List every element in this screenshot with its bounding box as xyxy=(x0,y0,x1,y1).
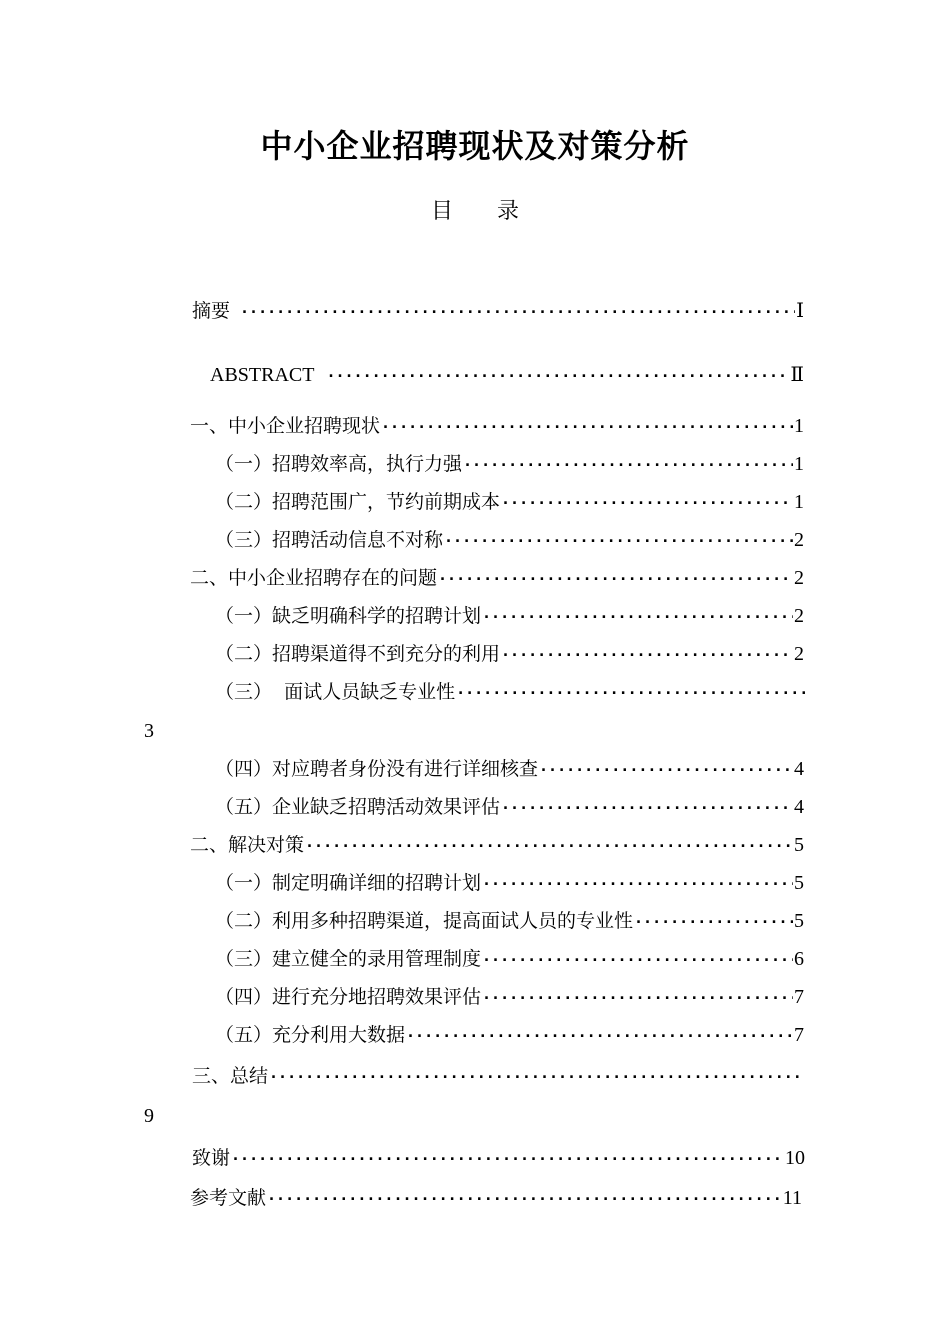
toc-entry-3-1[interactable] xyxy=(215,868,804,898)
toc-entry-label: （一）招聘效率高，执行力强 xyxy=(215,453,463,475)
toc-entry-2-1[interactable] xyxy=(215,601,804,631)
toc-entry-label: ABSTRACT xyxy=(210,364,315,386)
toc-entry-page: 5 xyxy=(794,910,804,932)
toc-entry-label: （三） 面试人员缺乏专业性 xyxy=(215,681,456,703)
toc-entry-2-3[interactable] xyxy=(215,677,806,707)
toc-entry-references[interactable] xyxy=(190,1183,802,1213)
toc-entry-label: 三、总结 xyxy=(192,1065,269,1087)
toc-entry-page: 4 xyxy=(794,796,804,818)
toc-dot-leader xyxy=(326,360,789,390)
toc-entry-label: （三）建立健全的录用管理制度 xyxy=(215,948,482,970)
toc-entry-page: 11 xyxy=(782,1187,802,1209)
toc-entry-3-3[interactable] xyxy=(215,944,804,974)
toc-entry-3-5[interactable] xyxy=(215,1020,804,1050)
toc-entry-page: 2 xyxy=(794,643,804,665)
toc-dot-leader xyxy=(482,944,793,974)
toc-dot-leader xyxy=(456,677,805,707)
toc-entry-acknowledgements[interactable] xyxy=(192,1143,805,1173)
toc-entry-page: 6 xyxy=(794,948,804,970)
toc-entry-1-2[interactable] xyxy=(215,487,804,517)
toc-entry-2-4[interactable] xyxy=(215,754,804,784)
toc-entry-abstract-en[interactable] xyxy=(210,360,804,390)
toc-heading: 目 录 xyxy=(430,199,519,224)
toc-entry-1-1[interactable] xyxy=(215,449,804,479)
toc-entry-page: 4 xyxy=(794,758,804,780)
toc-entry-3-2[interactable] xyxy=(215,906,804,936)
toc-entry-label: 一、中小企业招聘现状 xyxy=(190,415,381,437)
toc-entry-label: 二、解决对策 xyxy=(190,834,305,856)
toc-dot-leader xyxy=(539,754,793,784)
toc-entry-label: 摘要 xyxy=(192,300,231,322)
toc-entry-label: （二）利用多种招聘渠道，提高面试人员的专业性 xyxy=(215,910,634,932)
toc-entry-page: 7 xyxy=(794,1024,804,1046)
toc-entry-label: （三）招聘活动信息不对称 xyxy=(215,529,444,551)
toc-dot-leader xyxy=(381,411,793,441)
toc-entry-page: 5 xyxy=(794,872,804,894)
toc-entry-page-wrapped: 9 xyxy=(144,1105,154,1127)
toc-entry-page: 7 xyxy=(794,986,804,1008)
toc-dot-leader xyxy=(501,639,793,669)
toc-entry-label: 二、中小企业招聘存在的问题 xyxy=(190,567,438,589)
toc-entry-page: 2 xyxy=(794,567,804,589)
toc-entry-label: （四）对应聘者身份没有进行详细核查 xyxy=(215,758,539,780)
toc-dot-leader xyxy=(482,868,793,898)
toc-entry-label: 致谢 xyxy=(192,1147,231,1169)
toc-entry-abstract-cn[interactable] xyxy=(192,296,804,326)
toc-entry-label: （四）进行充分地招聘效果评估 xyxy=(215,986,482,1008)
toc-entry-page: Ⅱ xyxy=(790,364,804,386)
toc-dot-leader xyxy=(501,792,793,822)
toc-entry-page: 2 xyxy=(794,605,804,627)
toc-entry-section-2[interactable] xyxy=(190,563,804,593)
toc-dot-leader xyxy=(269,1061,805,1091)
toc-entry-label: （五）企业缺乏招聘活动效果评估 xyxy=(215,796,501,818)
toc-entry-2-2[interactable] xyxy=(215,639,804,669)
toc-entry-label: 参考文献 xyxy=(190,1187,267,1209)
toc-dot-leader xyxy=(406,1020,793,1050)
toc-entry-label: （二）招聘渠道得不到充分的利用 xyxy=(215,643,501,665)
toc-entry-3-4[interactable] xyxy=(215,982,804,1012)
toc-entry-label: （一）缺乏明确科学的招聘计划 xyxy=(215,605,482,627)
toc-dot-leader xyxy=(634,906,793,936)
toc-dot-leader xyxy=(482,601,793,631)
toc-entry-page: Ⅰ xyxy=(796,300,804,322)
toc-entry-page: 2 xyxy=(794,529,804,551)
document-title: 中小企业招聘现状及对策分析 xyxy=(260,127,690,165)
toc-entry-page: 1 xyxy=(794,491,804,513)
toc-entry-page: 10 xyxy=(785,1147,805,1169)
toc-entry-label: （一）制定明确详细的招聘计划 xyxy=(215,872,482,894)
toc-dot-leader xyxy=(444,525,793,555)
toc-entry-page: 5 xyxy=(794,834,804,856)
toc-dot-leader xyxy=(267,1183,782,1213)
toc-dot-leader xyxy=(438,563,793,593)
toc-entry-page: 1 xyxy=(794,453,804,475)
toc-entry-label: （二）招聘范围广，节约前期成本 xyxy=(215,491,501,513)
toc-entry-page-wrapped: 3 xyxy=(144,720,154,742)
toc-dot-leader xyxy=(240,296,795,326)
toc-entry-label: （五）充分利用大数据 xyxy=(215,1024,406,1046)
toc-entry-section-1[interactable] xyxy=(190,411,804,441)
toc-dot-leader xyxy=(305,830,793,860)
toc-entry-page: 1 xyxy=(794,415,804,437)
toc-dot-leader xyxy=(501,487,793,517)
toc-entry-section-3[interactable] xyxy=(190,830,804,860)
toc-entry-1-3[interactable] xyxy=(215,525,804,555)
toc-dot-leader xyxy=(463,449,793,479)
toc-dot-leader xyxy=(482,982,793,1012)
toc-entry-section-4[interactable] xyxy=(192,1061,806,1091)
toc-dot-leader xyxy=(231,1143,784,1173)
toc-entry-2-5[interactable] xyxy=(215,792,804,822)
